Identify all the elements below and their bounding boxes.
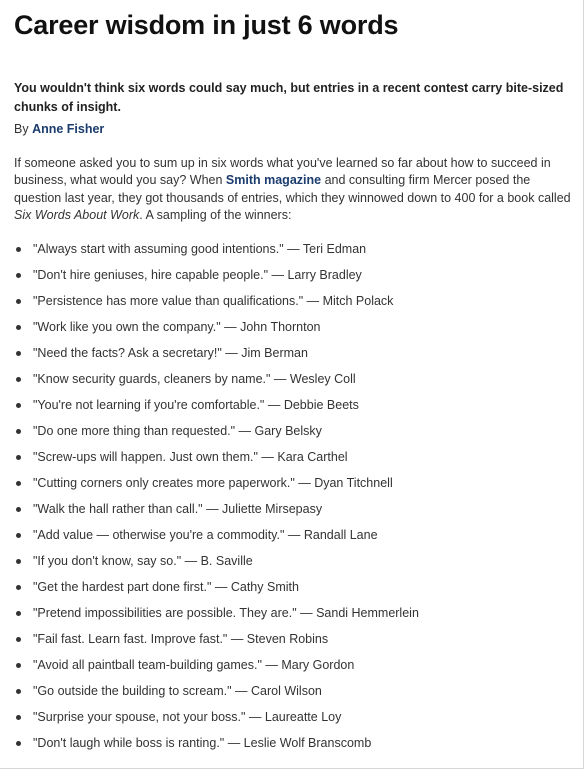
bullet-icon <box>16 533 21 538</box>
quote-text: "Get the hardest part done first." — Cathy Smith <box>33 580 299 594</box>
bullet-icon <box>16 403 21 408</box>
list-item <box>14 631 570 657</box>
list-item <box>14 475 570 501</box>
list-item <box>14 397 570 423</box>
quote-text: "Screw-ups will happen. Just own them." — Kara Carthel <box>33 450 348 464</box>
list-item <box>14 293 570 319</box>
quote-text: "Go outside the building to scream." — Carol Wilson <box>33 684 322 698</box>
quote-list <box>14 241 570 761</box>
quote-text: "You're not learning if you're comfortable." — Debbie Beets <box>33 398 359 412</box>
bullet-icon <box>16 247 21 252</box>
list-item <box>14 501 570 527</box>
bullet-icon <box>16 585 21 590</box>
bullet-icon <box>16 507 21 512</box>
bullet-icon <box>16 481 21 486</box>
bullet-icon <box>16 715 21 720</box>
quote-text: "Work like you own the company." — John Thornton <box>33 320 321 334</box>
list-item <box>14 527 570 553</box>
bullet-icon <box>16 273 21 278</box>
intro-text-1: If someone asked you to sum up in six words what you've learned so far about how to succeed in business, what would you say? When <box>14 156 551 188</box>
quote-text: "If you don't know, say so." — B. Saville <box>33 554 253 568</box>
quote-text: "Need the facts? Ask a secretary!" — Jim Berman <box>33 346 308 360</box>
quote-text: "Always start with assuming good intentions." — Teri Edman <box>33 242 367 256</box>
bullet-icon <box>16 611 21 616</box>
quote-text: "Don't laugh while boss is ranting." — Leslie Wolf Branscomb <box>33 736 372 750</box>
bullet-icon <box>16 559 21 564</box>
intro-paragraph <box>14 155 574 225</box>
quote-text: "Add value — otherwise you're a commodity." — Randall Lane <box>33 528 378 542</box>
quote-text: "Don't hire geniuses, hire capable people." — Larry Bradley <box>33 268 362 282</box>
book-title: Six Words About Work <box>14 208 140 223</box>
list-item <box>14 423 570 449</box>
quote-text: "Surprise your spouse, not your boss." — Laureatte Loy <box>33 710 342 724</box>
bullet-icon <box>16 689 21 694</box>
list-item <box>14 345 570 371</box>
bullet-icon <box>16 299 21 304</box>
bullet-icon <box>16 663 21 668</box>
list-item <box>14 319 570 345</box>
bullet-icon <box>16 325 21 330</box>
intro-text-3: . A sampling of the winners: <box>139 208 292 223</box>
quote-text: "Cutting corners only creates more paperwork." — Dyan Titchnell <box>33 476 393 490</box>
smith-magazine-link[interactable]: Smith magazine <box>225 173 322 188</box>
quote-text: "Walk the hall rather than call." — Juliette Mirsepasy <box>33 502 323 516</box>
quote-text: "Pretend impossibilities are possible. They are." — Sandi Hemmerlein <box>33 606 419 620</box>
list-item <box>14 371 570 397</box>
list-item <box>14 657 570 683</box>
bullet-icon <box>16 377 21 382</box>
byline-prefix: By <box>14 122 33 136</box>
bullet-icon <box>16 741 21 746</box>
list-item <box>14 267 570 293</box>
list-item <box>14 735 570 761</box>
byline <box>14 121 104 138</box>
bullet-icon <box>16 429 21 434</box>
list-item <box>14 449 570 475</box>
list-item <box>14 605 570 631</box>
bullet-icon <box>16 637 21 642</box>
quote-text: "Know security guards, cleaners by name." — Wesley Coll <box>33 372 356 386</box>
intro-text-2: and consulting firm Mercer posed the question last year, they got thousands of entries, which they winnowed down to 400 for a book called <box>14 173 571 205</box>
bullet-icon <box>16 455 21 460</box>
author-link[interactable]: Anne Fisher <box>32 122 105 136</box>
list-item <box>14 553 570 579</box>
quote-text: "Persistence has more value than qualifications." — Mitch Polack <box>33 294 394 308</box>
list-item <box>14 683 570 709</box>
quote-text: "Do one more thing than requested." — Gary Belsky <box>33 424 322 438</box>
bullet-icon <box>16 351 21 356</box>
list-item <box>14 709 570 735</box>
quote-text: "Avoid all paintball team-building games." — Mary Gordon <box>33 658 355 672</box>
article-deck: You wouldn't think six words could say much, but entries in a recent contest carry bite-sized chunks of insight. <box>14 81 564 114</box>
quote-text: "Fail fast. Learn fast. Improve fast." — Steven Robins <box>33 632 329 646</box>
list-item <box>14 579 570 605</box>
article-title: Career wisdom in just 6 words <box>14 10 399 40</box>
list-item <box>14 241 570 267</box>
